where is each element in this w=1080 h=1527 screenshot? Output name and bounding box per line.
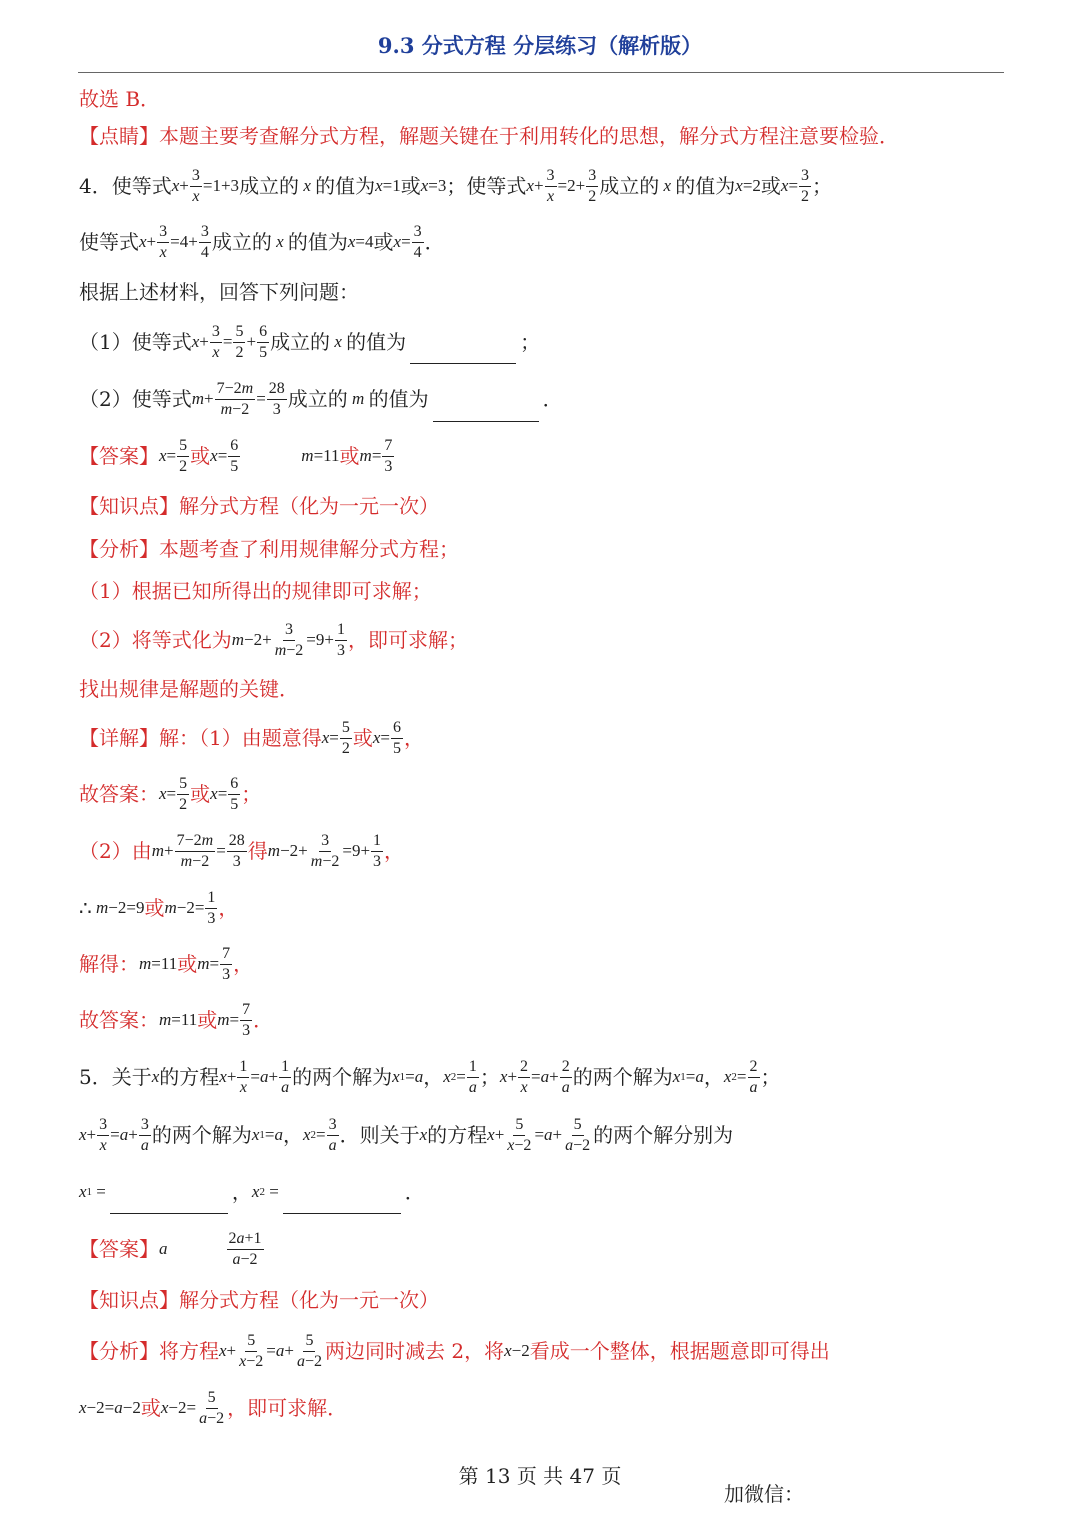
- choice-line: [79, 84, 1004, 114]
- q4-knowledge-point: 【知识点】 解分式方程（化为一元一次）: [79, 493, 439, 518]
- q5-number: 5．: [79, 1064, 112, 1089]
- q4-analysis-1: （1）根据已知所得出的规律即可求解；: [79, 578, 432, 603]
- q4-answer: 【答案】 x = $\frac{5}{2}$ 或 x = $\frac{6}{5}$ m =11 或 m = $\frac{7}{3}$: [79, 436, 393, 475]
- answer-tag: 【答案】: [79, 443, 159, 468]
- q4-line-1: 4． 使等式 x + $\frac{3}{x}$ =1+3 成立的 x 的值为 x =1 或 x =3 ； 使等式 x + $\frac{3}{x}$ =2+ $\frac{3}{2}$ 成立的 x 的值为 x =2 或 x = $\frac{3}{2}$ ；: [79, 166, 833, 205]
- q4-jiede: 解得： m =11 或 m = $\frac{7}{3}$ ，: [79, 944, 254, 983]
- q4-part-1: （1） 使等式 x + $\frac{3}{x}$ = $\frac{5}{2}$ + $\frac{6}{5}$ 成立的 x 的值为 ；: [79, 314, 1004, 370]
- dianjing-tag: 【点睛】: [79, 123, 159, 148]
- fraction: $\frac{7-2m}{m-2}$: [216, 379, 254, 418]
- q4-number: 4．: [79, 173, 112, 198]
- fraction: $\frac{3}{4}$: [413, 222, 422, 261]
- fraction: $\frac{6}{5}$: [259, 322, 268, 361]
- answer-blank[interactable]: [433, 420, 539, 422]
- dianjing-line: [79, 114, 1004, 158]
- q4-part-2: （2） 使等式 m + $\frac{7-2m}{m-2}$ = $\frac{28}{3}$ 成立的 m 的值为 ．: [79, 370, 1004, 428]
- q4-detail: 【详解】 解：（1）由题意得 x = $\frac{5}{2}$ 或 x = $\frac{6}{5}$ ，: [79, 718, 425, 757]
- fraction: $\frac{3}{x}$: [211, 322, 220, 361]
- fraction: $\frac{3}{x}$: [159, 222, 168, 261]
- dianjing-text: 本题主要考查解分式方程，解题关键在于利用转化的思想，解分式方程注意要检验．: [159, 123, 899, 148]
- q4-therefore: ∴ m −2=9 或 m −2= $\frac{1}{3}$ ，: [79, 888, 239, 927]
- answer-blank[interactable]: [283, 1212, 401, 1214]
- q4-gu-answer-1: 故答案： x = $\frac{5}{2}$ 或 x = $\frac{6}{5}$ ；: [79, 774, 262, 813]
- fraction: $\frac{3}{2}$: [801, 166, 810, 205]
- fraction: $\frac{3}{4}$: [200, 222, 209, 261]
- fraction: $\frac{3}{x}$: [546, 166, 555, 205]
- q4-analysis-2: （2）将等式化为 m −2+ $\frac{3}{m-2}$ =9+ $\frac{1}{3}$ ，即可求解；: [79, 620, 468, 659]
- q4-sol-2: （2）由 m + $\frac{7-2m}{m-2}$ = $\frac{28}{3}$ 得 m −2+ $\frac{3}{m-2}$ =9+ $\frac{1}{3}$ ，: [79, 831, 405, 870]
- q5-answer: 【答案】 a $\frac{2a+1}{a-2}$: [79, 1229, 262, 1268]
- fraction: $\frac{3}{2}$: [588, 166, 597, 205]
- fraction: $\frac{28}{3}$: [268, 379, 285, 418]
- q5-analysis: 【分析】 将方程 x + $\frac{5}{x-2}$ = a + $\frac{5}{a-2}$ 两边同时减去 2，将 x −2 看成一个整体，根据题意即可得出: [79, 1331, 830, 1370]
- header-rule: [78, 72, 1004, 73]
- q5-line-2: x + $\frac{3}{x}$ = a + $\frac{3}{a}$ 的两个解为 x 1 = a ， x 2 = $\frac{3}{a}$ ．则关于 x 的方程 x + $\frac{5}{x-2}$ = a + $\frac{5}{a-2}$ 的两个解分别为: [79, 1115, 734, 1154]
- q5-blanks: x 1 = ， x 2 = ．: [79, 1164, 1004, 1220]
- document-header: 9.3 分式方程 分层练习（解析版）: [377, 33, 703, 58]
- choice-text: 故选 B．: [79, 86, 161, 111]
- q4-key: 找出规律是解题的关键．: [79, 676, 299, 701]
- q5-analysis-2: x −2= a −2 或 x −2= $\frac{5}{a-2}$ ，即可求解．: [79, 1388, 348, 1427]
- page-footer: 第 13 页 共 47 页: [458, 1464, 622, 1488]
- q5-knowledge-point: 【知识点】 解分式方程（化为一元一次）: [79, 1287, 439, 1312]
- answer-blank[interactable]: [110, 1212, 228, 1214]
- fraction: $\frac{5}{2}$: [235, 322, 244, 361]
- q4-gu-answer-2: 故答案： m =11 或 m = $\frac{7}{3}$ ．: [79, 1000, 274, 1039]
- document-body: [79, 84, 1004, 1436]
- q5-line-1: 5． 关于 x 的方程 x + $\frac{1}{x}$ = a + $\frac{1}{a}$ 的两个解为 x 1 = a ， x 2 = $\frac{1}{a}$ ； x + $\frac{2}{x}$ = a + $\frac{2}{a}$ 的两个解为 x 1 = a ， x 2 = $\frac{2}{a}$ ；: [79, 1057, 781, 1096]
- q4-intro: 根据上述材料，回答下列问题：: [79, 279, 359, 304]
- q4-analysis: 【分析】 本题考查了利用规律解分式方程；: [79, 536, 459, 561]
- fraction: $\frac{3}{x}$: [191, 166, 200, 205]
- wechat-label: 加微信：: [724, 1482, 804, 1506]
- answer-blank[interactable]: [410, 362, 516, 364]
- q4-line-2: 使等式 x + $\frac{3}{x}$ =4+ $\frac{3}{4}$ 成立的 x 的值为 x =4 或 x = $\frac{3}{4}$ ．: [79, 222, 445, 261]
